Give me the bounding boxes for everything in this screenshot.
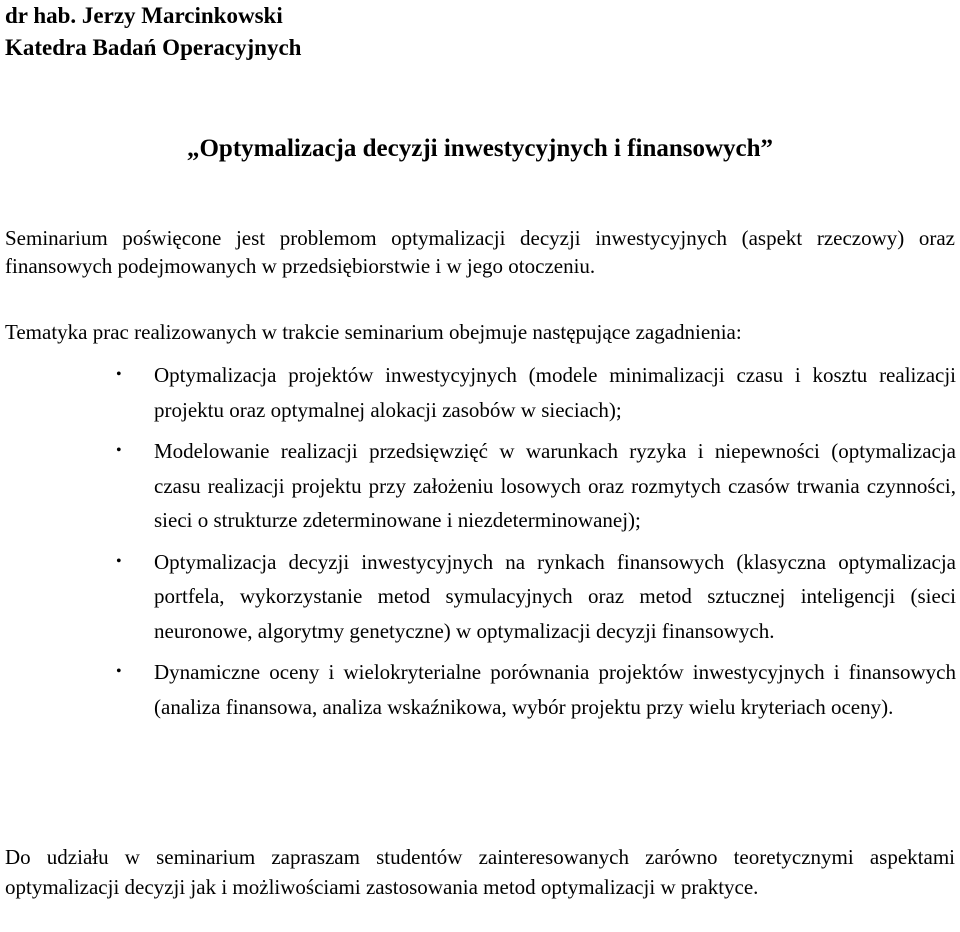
topic-text: Optymalizacja decyzji inwestycyjnych na rynkach finansowych (klasyczna optymalizacja portfela, wykorzystanie metod symulacyjnych oraz metod sztucznej inteligencji (sieci neuronowe, algorytmy genetyczne) w optymalizacji decyzji finansowych. bbox=[154, 549, 956, 643]
bullet-icon: • bbox=[116, 442, 122, 459]
seminar-title: „Optymalizacja decyzji inwestycyjnych i finansowych” bbox=[186, 135, 774, 162]
topic-text: Dynamiczne oceny i wielokryterialne porównania projektów inwestycyjnych i finansowych (analiza finansowa, analiza wskaźnikowa, wybór projektu przy wielu kryteriach oceny). bbox=[154, 660, 956, 719]
topics-list bbox=[0, 358, 960, 724]
list-item bbox=[0, 358, 956, 427]
document-header bbox=[5, 0, 301, 64]
bullet-icon: • bbox=[116, 366, 122, 383]
list-item bbox=[0, 434, 956, 538]
topic-text: Modelowanie realizacji przedsięwzięć w warunkach ryzyka i niepewności (optymalizacja czasu realizacji projektu przy założeniu losowych oraz rozmytych czasów trwania czynności, sieci o strukturze zdeterminowane i niezdeterminowanej); bbox=[154, 439, 956, 532]
department-name: Katedra Badań Operacyjnych bbox=[5, 35, 302, 60]
bullet-icon: • bbox=[116, 552, 122, 570]
author-name: dr hab. Jerzy Marcinkowski bbox=[5, 3, 283, 28]
closing-paragraph: Do udziału w seminarium zapraszam studentów zainteresowanych zarówno teoretycznymi aspektami optymalizacji decyzji jak i możliwościami zastosowania metod optymalizacji w praktyce. bbox=[5, 845, 955, 899]
topic-text: Optymalizacja projektów inwestycyjnych (modele minimalizacji czasu i kosztu realizacji projektu oraz optymalnej alokacji zasobów w sieciach); bbox=[154, 363, 956, 422]
intro-paragraph: Seminarium poświęcone jest problemom optymalizacji decyzji inwestycyjnych (aspekt rzeczowy) oraz finansowych podejmowanych w przedsiębiorstwie i w jego otoczeniu. bbox=[5, 226, 955, 278]
list-item bbox=[0, 545, 956, 649]
list-item bbox=[0, 655, 956, 724]
topics-lead-paragraph: Tematyka prac realizowanych w trakcie seminarium obejmuje następujące zagadnienia: bbox=[5, 320, 742, 344]
bullet-icon: • bbox=[116, 663, 122, 680]
